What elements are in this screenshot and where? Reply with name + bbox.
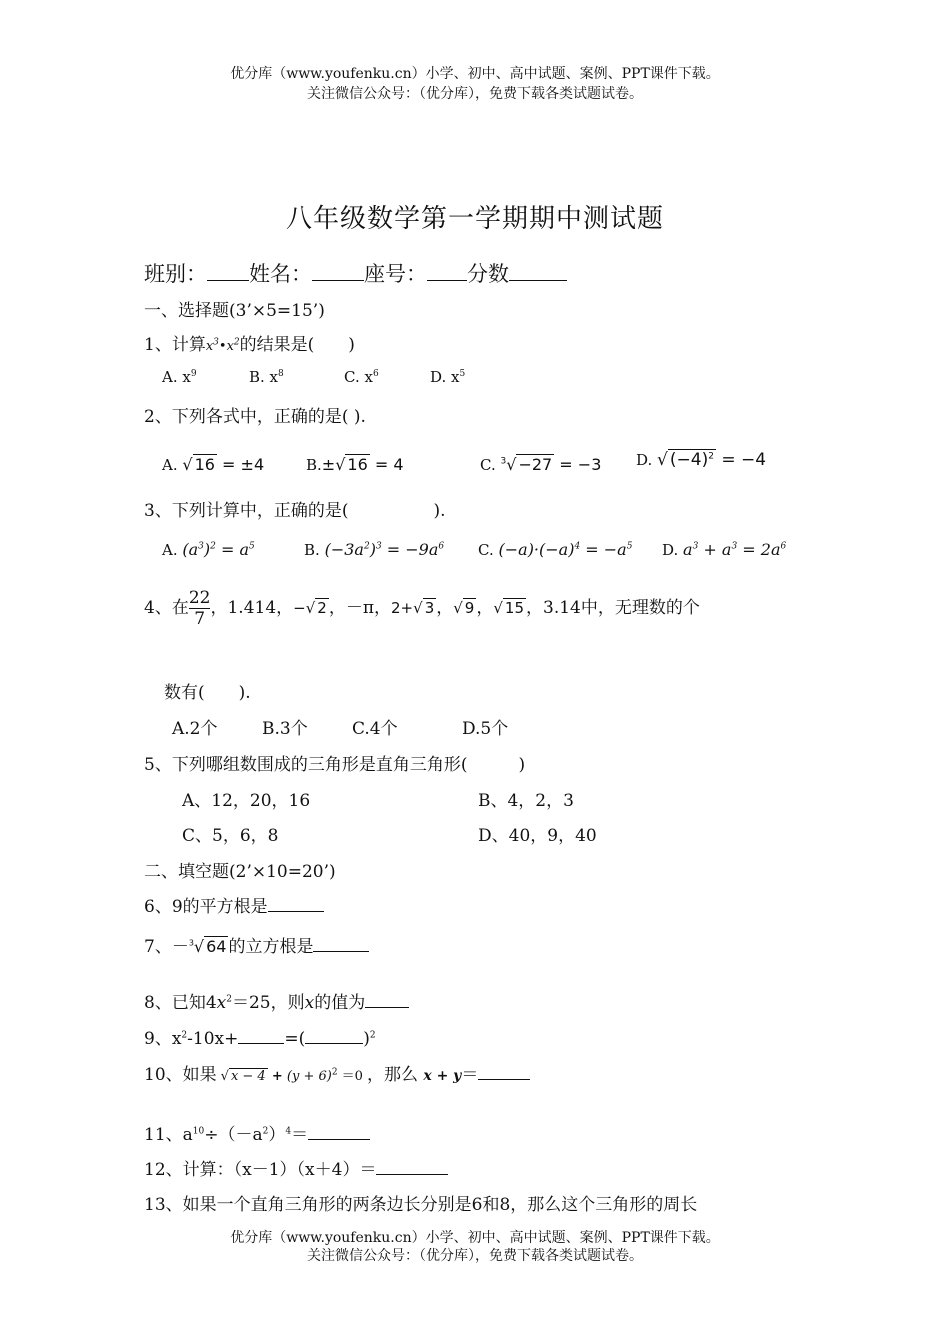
- q4-option-b: B.3个: [262, 719, 308, 739]
- question-6: 6、9的平方根是: [144, 892, 324, 917]
- q4-option-d: D.5个: [462, 719, 509, 739]
- score-blank[interactable]: [509, 264, 567, 281]
- q4-neg-sqrt2: −√ 2: [293, 599, 327, 617]
- q1-expression: $x^3•x^2$: [205, 337, 240, 354]
- q4-text-1: ，1.414，: [210, 598, 294, 618]
- class-label: 班别：: [144, 262, 207, 286]
- q4-option-a: A.2个: [172, 719, 218, 739]
- q9-blank-2[interactable]: [305, 1027, 363, 1044]
- page-title: 八年级数学第一学期期中测试题: [285, 204, 664, 234]
- question-12: 12、计算：（x－1）（x＋4）＝: [144, 1155, 448, 1180]
- seat-label: 座号：: [364, 262, 427, 286]
- question-11: 11、$a^{10}\div(-a^2)^4=$: [144, 1120, 370, 1145]
- q5-option-a: A、12，20，16: [182, 791, 311, 811]
- q4-sqrt15: √ 15: [493, 599, 524, 617]
- q1-stem-a: 1、计算: [144, 335, 206, 355]
- name-blank[interactable]: [312, 264, 364, 281]
- question-2: 2、下列各式中，正确的是( ).: [144, 407, 366, 427]
- question-9: 9、$x^2-10x+$ =( )$^2$: [144, 1029, 376, 1049]
- q5-option-b: B、4，2，3: [478, 791, 574, 811]
- q1-option-b: B. $x^8$: [249, 368, 284, 386]
- section-2-heading: 二、填空题(2’×10=20’): [144, 862, 336, 882]
- q7-blank[interactable]: [313, 935, 369, 952]
- q9-blank-1[interactable]: [238, 1027, 284, 1044]
- header-line-1: 优分库（www.youfenku.cn）小学、初中、高中试题、案例、PPT课件下载。: [230, 66, 720, 82]
- header-line-2: 关注微信公众号：（优分库），免费下载各类试题试卷。: [307, 86, 643, 102]
- q1-stem-b: 的结果是( ): [239, 335, 355, 355]
- footer-line-2: 关注微信公众号：（优分库），免费下载各类试题试卷。: [307, 1248, 643, 1264]
- q12-blank[interactable]: [376, 1158, 448, 1175]
- footer-line-1: 优分库（www.youfenku.cn）小学、初中、高中试题、案例、PPT课件下载。: [230, 1230, 720, 1246]
- q3-option-c: C. $(-a)\cdot(-a)^4 = -a^5$: [478, 540, 633, 559]
- q4-line-2: 数有( ).: [164, 683, 251, 703]
- q5-option-c: C、5，6，8: [182, 826, 279, 846]
- question-5: 5、下列哪组数围成的三角形是直角三角形( ): [144, 755, 526, 775]
- section-1-heading: 一、选择题(3’×5=15’): [144, 301, 325, 321]
- q3-option-a: A. $(a^3)^2 = a^5$: [162, 540, 255, 559]
- question-13: 13、如果一个直角三角形的两条边长分别是6和8，那么这个三角形的周长: [144, 1195, 698, 1215]
- score-label: 分数: [467, 262, 509, 286]
- q8-blank[interactable]: [365, 991, 409, 1008]
- class-blank[interactable]: [207, 264, 249, 281]
- q10-condition: √ $x - 4 + (y + 6)^2 =0$: [220, 1067, 363, 1084]
- q6-blank[interactable]: [268, 895, 324, 912]
- q4-prefix: 4、在: [144, 598, 189, 618]
- student-info-line: [144, 258, 567, 288]
- q4-text-2: ，－π，: [328, 598, 392, 618]
- q3-option-b: B. $(-3a^2)^3 = -9a^6$: [304, 540, 445, 559]
- q1-option-c: C. $x^6$: [344, 368, 379, 386]
- q4-fraction: $\frac{22}{7}$: [188, 588, 211, 629]
- q11-blank[interactable]: [308, 1123, 370, 1140]
- question-4: 4、在 $\frac{22}{7}$ ，1.414，−√ 2 ，－π，2+√ 3 ，√ 9 ，√ 15 ，3.14中，无理数的个: [144, 588, 700, 629]
- q10-blank[interactable]: [478, 1063, 530, 1080]
- q4-sqrt9: √ 9: [453, 599, 475, 617]
- q4-option-c: C.4个: [352, 719, 398, 739]
- question-8: 8、已知$4x^2=25$，则x的值为: [144, 988, 409, 1013]
- q2-option-d: D. √ $(-4)^2 = -4$: [636, 450, 767, 470]
- question-3: 3、下列计算中，正确的是( ).: [144, 501, 446, 521]
- q2-option-b: B.±√ 16 = 4: [306, 455, 404, 474]
- q5-option-d: D、40，9，40: [478, 826, 597, 846]
- q3-option-d: D. $a^3 + a^3 = 2a^6$: [662, 540, 787, 559]
- q1-option-d: D. $x^5$: [430, 368, 466, 386]
- q1-option-a: A. $x^9$: [162, 368, 197, 386]
- question-10: 10、如果 √ $x - 4 + (y + 6)^2 =0$ ，那么 x + y＝: [144, 1060, 530, 1085]
- q2-option-a: A. √ 16 = ±4: [162, 455, 265, 474]
- q2-option-c: C. $^3$√ −27 = −3: [480, 455, 602, 474]
- question-7: 7、－$^3$√ 64 的立方根是: [144, 932, 369, 957]
- question-1: [144, 330, 355, 355]
- name-label: 姓名：: [249, 262, 312, 286]
- q4-text-end: ，3.14中，无理数的个: [526, 598, 700, 618]
- q4-two-plus-sqrt3: 2+√ 3: [391, 599, 435, 617]
- seat-blank[interactable]: [427, 264, 467, 281]
